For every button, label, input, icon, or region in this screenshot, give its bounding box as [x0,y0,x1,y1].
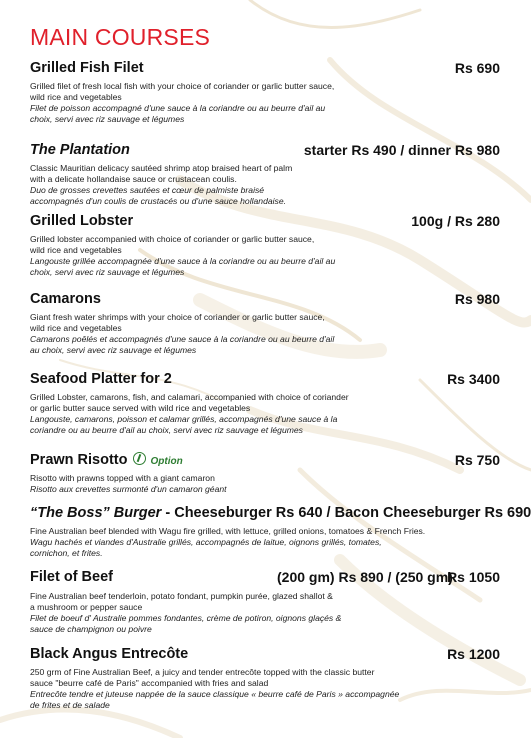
item-description: Risotto with prawns topped with a giant camaron [30,473,215,483]
item-name: “The Boss” Burger [30,505,162,521]
menu-item-grilled-fish-filet [30,60,500,125]
item-description: Grilled lobster accompanied with choice of coriander or garlic butter sauce, wild rice and vegetables [30,234,315,255]
item-description: Classic Mauritian delicacy sautéed shrimp atop braised heart of palm with a delicate hollandaise sauce or crustacean coulis. [30,163,293,184]
item-price: Rs 980 [454,291,500,307]
item-name: Grilled Fish Filet [30,60,144,76]
item-name: Grilled Lobster [30,213,134,229]
menu-item-filet-of-beef [30,569,500,635]
item-name: Camarons [30,291,101,307]
menu-item-the-plantation [30,142,500,207]
item-size-prices: (200 gm) Rs 890 / (250 gm) [277,569,453,585]
menu-item-grilled-lobster [30,213,500,278]
item-price: Rs 690 [454,60,500,76]
item-price: Rs 750 [454,452,500,468]
item-description-fr: Camarons poêlés et accompagnés d'une sauce à la coriandre ou au beurre d'ail au choix, servi avec riz sauvage et légumes [30,334,335,355]
item-description-fr: Filet de boeuf d' Australie pommes fondantes, crème de potiron, oignons glaçés & sauce de champignon ou poivre [30,613,342,634]
item-name-wrap [30,452,183,468]
item-description-fr: Langouste grillée accompagnée d'une sauce à la coriandre ou au beurre d'ail au choix, servi avec riz sauvage et légumes [30,256,336,277]
veg-option-label: Option [150,456,183,467]
item-price: starter Rs 490 / dinner Rs 980 [303,142,500,158]
item-description: Grilled filet of fresh local fish with your choice of coriander or garlic butter sauce, wild rice and vegetables [30,81,335,102]
menu-item-seafood-platter [30,371,500,436]
section-title: MAIN COURSES [30,24,211,50]
item-name: The Plantation [30,142,130,158]
leaf-circle-icon [133,452,146,465]
item-variants-prices: - Cheeseburger Rs 640 / Bacon Cheeseburger Rs 690 [161,505,531,521]
item-price: Rs 3400 [447,371,500,387]
item-description-fr: Filet de poisson accompagné d'une sauce à la coriandre ou au beurre d'ail au choix, servi avec riz sauvage et légumes [30,103,326,124]
item-description: Fine Australian beef blended with Wagu fire grilled, with lettuce, grilled onions, tomatoes & French Fries. [30,526,426,536]
item-description-fr: Entrecôte tendre et juteuse nappée de la sauce classique « beurre café de Paris » accompagnée de frites et de salade [30,689,400,710]
item-description: 250 grm of Fine Australian Beef, a juicy and tender entrecôte topped with the classic butter sauce "beurre café de Paris" accompanied with fries and salad [30,667,375,688]
item-description: Fine Australian beef tenderloin, potato fondant, pumpkin purée, glazed shallot & a mushroom or pepper sauce [30,591,333,612]
item-description-fr: Wagu hachés et viandes d'Australie grillés, accompagnés de laitue, oignons grillés, tomates, cornichon, et frites. [30,537,382,558]
menu-item-black-angus-entrecote [30,646,500,711]
item-description: Grilled Lobster, camarons, fish, and calamari, accompanied with choice of coriander or garlic butter sauce served with wild rice and vegetables [30,392,349,413]
item-price: Rs 1200 [447,646,500,662]
item-name: Black Angus Entrecôte [30,646,189,662]
menu-item-camarons [30,291,500,356]
item-description-fr: Langouste, camarons, poisson et calamar grillés, accompagnés d'une sauce à la coriandre ou au beurre d'ail au choix, servi avec riz sauvage et légumes [30,414,338,435]
item-price: Rs 1050 [447,569,500,585]
item-description: Giant fresh water shrimps with your choice of coriander or garlic butter sauce, wild rice and vegetables [30,312,325,333]
menu-item-boss-burger [30,505,531,559]
item-description-fr: Duo de grosses crevettes sautées et cœur de palmiste braisé accompagnés d'un coulis de crustacés ou d'une sauce hollandaise. [30,185,287,206]
menu-item-prawn-risotto [30,452,500,495]
item-name-wrap [30,505,531,521]
item-name: Filet of Beef [30,569,113,585]
item-name: Prawn Risotto [30,452,128,468]
item-name: Seafood Platter for 2 [30,371,172,387]
item-description-fr: Risotto aux crevettes surmonté d'un camaron géant [30,484,227,494]
item-price: 100g / Rs 280 [411,213,500,229]
